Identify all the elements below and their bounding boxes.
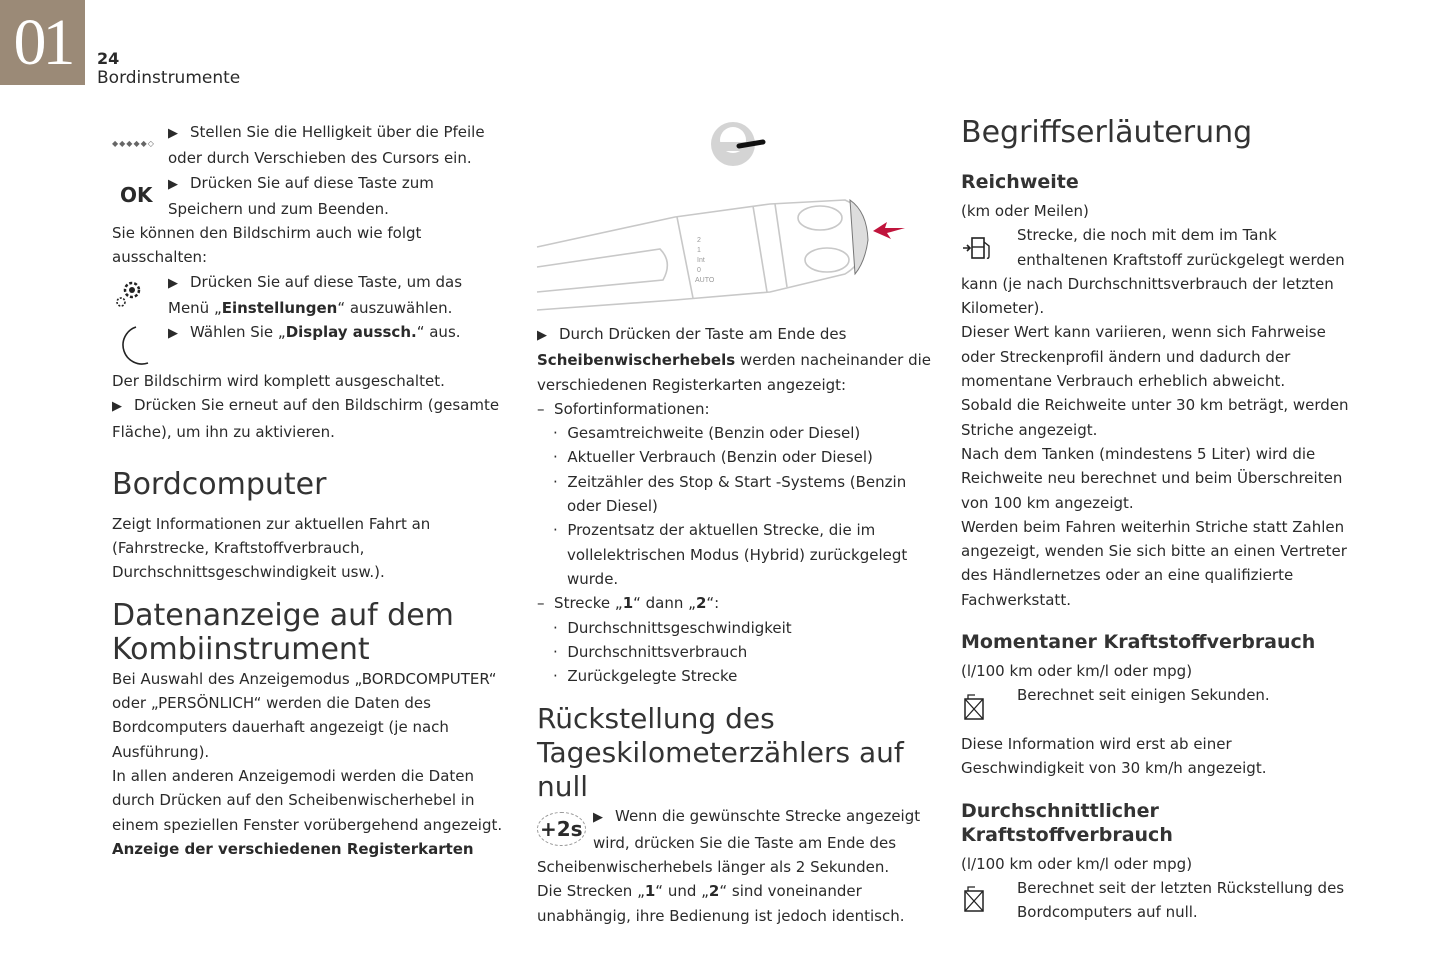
chapter-number: 01	[0, 0, 85, 85]
wiper-stalk-illustration	[535, 112, 935, 317]
fuel-range-icon	[961, 223, 1017, 272]
list-item: · Aktueller Verbrauch (Benzin oder Diesel)	[553, 448, 873, 467]
section-title: Bordinstrumente	[97, 68, 241, 88]
durchschnitt-unit: (l/100 km oder km/l oder mpg)	[961, 854, 1193, 873]
reichweite-text-2: Dieser Wert kann variieren, wenn sich Fahrweise oder Streckenprofil ändern und dadurch der momentane Verbrauch erheblich abweicht.	[961, 323, 1326, 391]
ok-icon	[112, 171, 168, 220]
datenanzeige-text-2: In allen anderen Anzeigemodi werden die Daten durch Drücken auf den Scheibenwischerhebel in einem speziellen Fenster vorübergehend angezeigt.	[112, 766, 503, 834]
momentan-text: Berechnet seit einigen Sekunden.	[1017, 686, 1270, 705]
right-column	[961, 116, 1351, 924]
anzeige-heading: Anzeige der verschiedenen Registerkarten	[112, 839, 474, 858]
settings-gear-icon	[112, 270, 168, 319]
step-wiper-button: ▶ Durch Drücken der Taste am Ende des Scheibenwischerhebels werden nacheinander die verschiedenen Registerkarten angezeigt:	[537, 325, 932, 394]
momentan-text-2: Diese Information wird erst ab einer Geschwindigkeit von 30 km/h angezeigt.	[961, 734, 1267, 778]
left-column	[112, 120, 507, 861]
moon-icon	[112, 320, 168, 369]
group-strecke: – Strecke „1“ dann „2“:	[537, 594, 720, 613]
middle-column	[537, 322, 937, 928]
hold-2s-icon: +2s	[537, 804, 593, 853]
illustration-label: 1	[697, 247, 701, 254]
brightness-dots-icon: ◆◆◆◆◆◇	[112, 139, 155, 149]
list-item: · Gesamtreichweite (Benzin oder Diesel)	[553, 424, 861, 443]
heading-reichweite: Reichweite	[961, 171, 1079, 193]
heading-begriff: Begriffserläuterung	[961, 115, 1253, 150]
fuel-consumption-icon	[961, 683, 1017, 732]
list-item: · Durchschnittsverbrauch	[553, 642, 748, 661]
ok-label: OK	[120, 182, 153, 207]
reichweite-text-5: Werden beim Fahren weiterhin Striche statt Zahlen angezeigt, wenden Sie sich bitte an einen Vertreter des Händlernetzes oder an eine qualifizierte Fachwerkstatt.	[961, 517, 1347, 609]
datenanzeige-text-1: Bei Auswahl des Anzeigemodus „BORDCOMPUTER“ oder „PERSÖNLICH“ werden die Daten des Bordcomputers dauerhaft angezeigt (je nach Ausführung).	[112, 669, 497, 761]
illustration-label: Int	[697, 257, 705, 264]
fuel-average-icon	[961, 876, 1017, 925]
reichweite-text: Strecke, die noch mit dem im Tank enthaltenen Kraftstoff zurückgelegt werden kann (je nach Durchschnittsverbrauch der letzten Kilometer).	[961, 226, 1345, 318]
step-settings: ▶ Drücken Sie auf diese Taste, um das Menü „Einstellungen“ auszuwählen.	[168, 272, 463, 318]
heading-reset: Rückstellung des Tageskilometerzählers auf null	[537, 702, 904, 804]
page-number: 24	[97, 49, 120, 68]
off-text: Der Bildschirm wird komplett ausgeschaltet.	[112, 371, 445, 390]
intro-off: Sie können den Bildschirm auch wie folgt ausschalten:	[112, 224, 422, 267]
list-item: · Durchschnittsgeschwindigkeit	[553, 618, 792, 637]
illustration-label: 0	[697, 267, 701, 274]
reset-note: Die Strecken „1“ und „2“ sind voneinander unabhängig, ihre Bedienung ist jedoch identisch.	[537, 882, 905, 925]
list-item: · Zeitzähler des Stop & Start -Systems (Benzin oder Diesel)	[553, 472, 907, 516]
steering-wheel-icon	[711, 122, 763, 166]
reichweite-unit: (km oder Meilen)	[961, 202, 1089, 220]
reichweite-text-3: Sobald die Reichweite unter 30 km beträgt, werden Striche angezeigt.	[961, 396, 1349, 439]
step-brightness: ▶ Stellen Sie die Helligkeit über die Pfeile oder durch Verschieben des Cursors ein.	[168, 123, 485, 168]
illustration-label: AUTO	[695, 277, 715, 284]
step-ok: ▶ Drücken Sie auf diese Taste zum Speichern und zum Beenden.	[168, 173, 434, 218]
heading-datenanzeige: Datenanzeige auf dem Kombiinstrument	[112, 597, 454, 667]
list-item: · Zurückgelegte Strecke	[553, 667, 738, 686]
group-sofort: – Sofortinformationen:	[537, 399, 710, 418]
step-reactivate: ▶ Drücken Sie erneut auf den Bildschirm (gesamte Fläche), um ihn zu aktivieren.	[112, 396, 500, 441]
list-item: · Prozentsatz der aktuellen Strecke, die im vollelektrischen Modus (Hybrid) zurückgelegt wurde.	[553, 521, 908, 588]
bordcomputer-text: Zeigt Informationen zur aktuellen Fahrt an (Fahrstrecke, Kraftstoffverbrauch, Durchschnittsgeschwindigkeit usw.).	[112, 514, 431, 582]
durchschnitt-text: Berechnet seit der letzten Rückstellung des Bordcomputers auf null.	[1017, 878, 1345, 922]
heading-momentan: Momentaner Kraftstoffverbrauch	[961, 631, 1316, 654]
heading-bordcomputer: Bordcomputer	[112, 466, 327, 502]
press-arrow-icon	[873, 222, 905, 239]
step-display-off: ▶ Wählen Sie „Display aussch.“ aus.	[168, 323, 461, 342]
step-reset: ▶ Wenn die gewünschte Strecke angezeigt wird, drücken Sie die Taste am Ende des Scheibenwischerhebels länger als 2 Sekunden.	[537, 807, 921, 877]
momentan-unit: (l/100 km oder km/l oder mpg)	[961, 662, 1193, 681]
reichweite-text-4: Nach dem Tanken (mindestens 5 Liter) wird die Reichweite neu berechnet und beim Überschreiten von 100 km angezeigt.	[961, 444, 1343, 512]
illustration-label: 2	[697, 237, 701, 244]
heading-durchschnitt: Durchschnittlicher Kraftstoffverbrauch	[961, 799, 1173, 846]
